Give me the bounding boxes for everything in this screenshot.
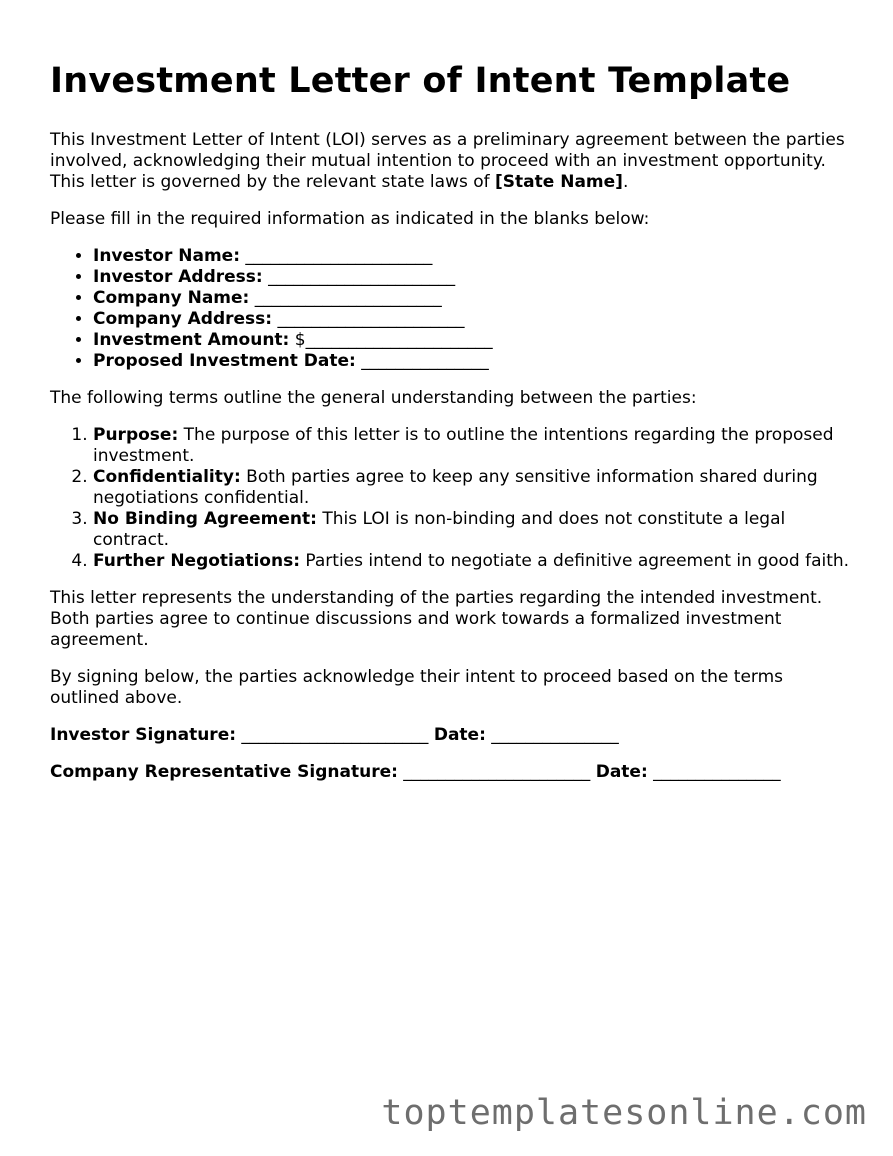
term-confidentiality	[93, 467, 850, 509]
signature-blank: ______________________	[397, 762, 596, 782]
date-label: Date:	[433, 725, 486, 745]
field-company-address	[93, 309, 850, 330]
field-blank: ______________________	[262, 267, 456, 287]
field-proposed-investment-date	[93, 351, 850, 372]
state-name-placeholder: [State Name]	[495, 172, 623, 192]
field-investment-amount	[93, 330, 850, 351]
term-text: Both parties agree to keep any sensitive information shared during negotiations confidential.	[93, 467, 818, 508]
term-label: Confidentiality:	[93, 467, 241, 487]
field-label: Investor Address:	[93, 267, 263, 287]
date-blank: _______________	[647, 762, 781, 782]
field-label: Proposed Investment Date:	[93, 351, 356, 371]
intro-text: This Investment Letter of Intent (LOI) serves as a preliminary agreement between the parties involved, acknowledging their mutual intention to proceed with an investment opportunity. This letter is governed by the relevant state laws of	[50, 130, 845, 192]
site-watermark: toptemplatesonline.com	[381, 1093, 867, 1133]
term-label: No Binding Agreement:	[93, 509, 317, 529]
field-label: Company Name:	[93, 288, 250, 308]
terms-list	[50, 425, 850, 572]
company-representative-signature-line	[50, 762, 850, 783]
signature-label: Investor Signature:	[50, 725, 237, 745]
page-title: Investment Letter of Intent Template	[50, 61, 791, 101]
field-blank: _______________	[355, 351, 489, 371]
term-no-binding-agreement	[93, 509, 850, 551]
field-investor-address	[93, 267, 850, 288]
field-blank: $______________________	[289, 330, 493, 350]
fields-list	[50, 246, 850, 372]
document-page	[50, 60, 850, 799]
acknowledgement-paragraph: By signing below, the parties acknowledge their intent to proceed based on the terms outlined above.	[50, 667, 784, 708]
signature-label: Company Representative Signature:	[50, 762, 398, 782]
field-blank: ______________________	[240, 246, 433, 266]
date-blank: _______________	[485, 725, 619, 745]
investor-signature-line	[50, 725, 850, 746]
field-label: Company Address:	[93, 309, 273, 329]
field-investor-name	[93, 246, 850, 267]
term-label: Purpose:	[93, 425, 179, 445]
field-blank: ______________________	[272, 309, 465, 329]
intro-paragraph	[50, 130, 850, 193]
term-text: This LOI is non-binding and does not constitute a legal contract.	[93, 509, 786, 550]
term-text: The purpose of this letter is to outline the intentions regarding the proposed investment.	[93, 425, 834, 466]
field-label: Investor Name:	[93, 246, 241, 266]
closing-paragraph: This letter represents the understanding of the parties regarding the intended investment. Both parties agree to continue discussions and work towards a formalized investment agreement.	[50, 588, 823, 650]
signature-blank: ______________________	[236, 725, 434, 745]
field-label: Investment Amount:	[93, 330, 290, 350]
term-label: Further Negotiations:	[93, 551, 300, 571]
term-text: Parties intend to negotiate a definitive agreement in good faith.	[300, 551, 850, 571]
terms-intro-paragraph: The following terms outline the general understanding between the parties:	[50, 388, 697, 408]
field-company-name	[93, 288, 850, 309]
term-purpose	[93, 425, 850, 467]
instructions-paragraph: Please fill in the required information as indicated in the blanks below:	[50, 209, 650, 229]
intro-end: .	[622, 172, 629, 192]
term-further-negotiations	[93, 551, 850, 572]
date-label: Date:	[595, 762, 648, 782]
field-blank: ______________________	[249, 288, 442, 308]
